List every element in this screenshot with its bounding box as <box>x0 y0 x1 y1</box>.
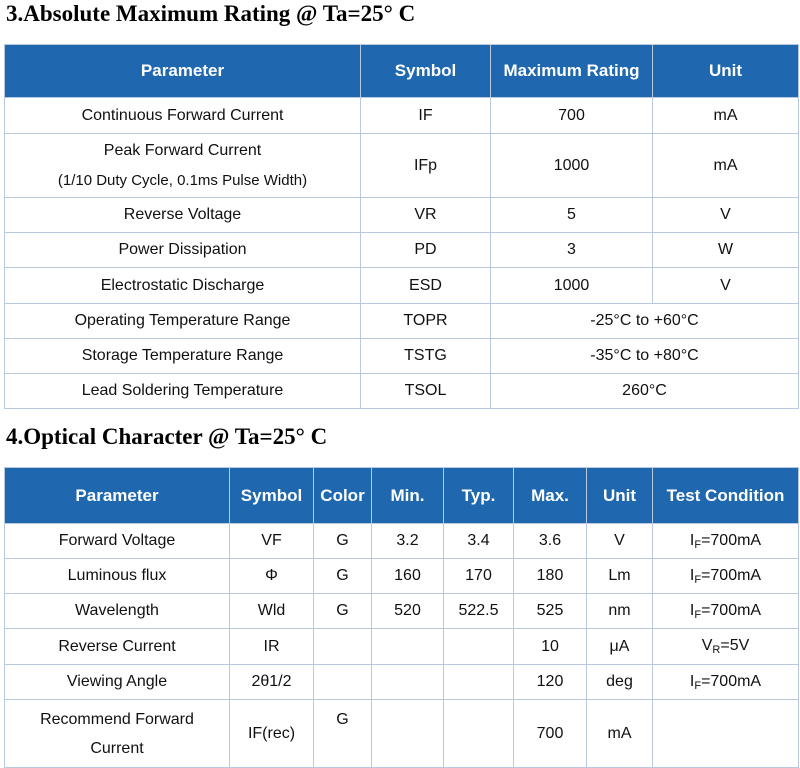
symbol-cell: TSTG <box>361 339 491 374</box>
min-cell <box>372 665 444 700</box>
header-parameter: Parameter <box>5 45 361 98</box>
parameter-line-1: Recommend Forward <box>40 710 194 728</box>
min-cell: 520 <box>372 594 444 629</box>
max-cell: 180 <box>514 559 587 594</box>
symbol-cell: VR <box>361 198 491 233</box>
parameter-text: Peak Forward Current <box>103 141 262 159</box>
parameter-cell: Reverse Current <box>5 629 230 665</box>
test-condition-cell <box>653 665 799 700</box>
table-row <box>5 304 799 339</box>
test-condition-cell <box>653 524 799 559</box>
unit-cell: V <box>653 268 799 304</box>
test-condition-cell <box>653 594 799 629</box>
unit-cell: deg <box>587 665 653 700</box>
test-condition-cell <box>653 629 799 665</box>
table-row <box>5 629 799 665</box>
parameter-cell: Wavelength <box>5 594 230 629</box>
table-header-row <box>5 468 799 524</box>
color-cell <box>314 665 372 700</box>
header-unit: Unit <box>587 468 653 524</box>
typ-cell: 3.4 <box>444 524 514 559</box>
header-symbol: Symbol <box>361 45 491 98</box>
rating-cell: -25°C to +60°C <box>491 304 799 339</box>
table-row <box>5 233 799 268</box>
parameter-cell: Power Dissipation <box>5 233 361 268</box>
header-maximum-rating: Maximum Rating <box>491 45 653 98</box>
condition-value: =5V <box>720 637 750 654</box>
header-unit: Unit <box>653 45 799 98</box>
typ-cell: 522.5 <box>444 594 514 629</box>
condition-value: =700mA <box>701 566 762 584</box>
test-condition-cell <box>653 700 799 768</box>
section-4-title: 4.Optical Character @ Ta=25° C <box>6 424 328 449</box>
condition-symbol: I <box>689 531 695 549</box>
symbol-cell: TOPR <box>361 304 491 339</box>
rating-cell: 260°C <box>491 374 799 409</box>
parameter-cell <box>5 134 361 198</box>
parameter-cell: Storage Temperature Range <box>5 339 361 374</box>
header-symbol: Symbol <box>230 468 314 524</box>
color-cell: G <box>314 559 372 594</box>
color-cell: G <box>314 594 372 629</box>
min-cell <box>372 629 444 665</box>
header-max: Max. <box>514 468 587 524</box>
rating-cell: -35°C to +80°C <box>491 339 799 374</box>
rating-cell: 700 <box>491 98 653 134</box>
unit-cell: mA <box>587 700 653 768</box>
symbol-cell: TSOL <box>361 374 491 409</box>
symbol-cell: Φ <box>230 559 314 594</box>
typ-cell <box>444 700 514 768</box>
parameter-cell: Lead Soldering Temperature <box>5 374 361 409</box>
parameter-cell: Operating Temperature Range <box>5 304 361 339</box>
parameter-cell <box>5 700 230 768</box>
condition-value: =700mA <box>701 531 762 549</box>
symbol-cell: 2θ1/2 <box>230 665 314 700</box>
unit-cell: V <box>587 524 653 559</box>
table-row <box>5 524 799 559</box>
parameter-cell: Luminous flux <box>5 559 230 594</box>
unit-cell: nm <box>587 594 653 629</box>
condition-symbol: I <box>689 672 695 690</box>
header-min: Min. <box>372 468 444 524</box>
parameter-line-2: Current <box>90 739 144 757</box>
section-3-title: 3.Absolute Maximum Rating @ Ta=25° C <box>6 1 416 26</box>
color-cell <box>314 629 372 665</box>
table-row <box>5 374 799 409</box>
table-row <box>5 198 799 233</box>
parameter-cell: Electrostatic Discharge <box>5 268 361 304</box>
color-cell: G <box>314 700 372 768</box>
condition-subscript: F <box>694 608 702 621</box>
condition-subscript: F <box>694 538 702 551</box>
condition-subscript: R <box>712 644 721 656</box>
header-test-condition: Test Condition <box>653 468 799 524</box>
table-header-row <box>5 45 799 98</box>
condition-symbol: I <box>689 601 695 619</box>
symbol-cell: Wld <box>230 594 314 629</box>
absolute-maximum-rating-table <box>4 44 799 409</box>
symbol-cell: IF(rec) <box>230 700 314 768</box>
condition-subscript: F <box>694 573 702 586</box>
optical-character-table <box>4 467 799 768</box>
parameter-cell: Forward Voltage <box>5 524 230 559</box>
symbol-cell: IR <box>230 629 314 665</box>
rating-cell: 3 <box>491 233 653 268</box>
condition-value: =700mA <box>701 672 762 690</box>
symbol-cell: IFp <box>361 134 491 198</box>
typ-cell: 170 <box>444 559 514 594</box>
unit-cell: W <box>653 233 799 268</box>
condition-symbol: V <box>701 637 713 654</box>
header-color: Color <box>314 468 372 524</box>
unit-cell: V <box>653 198 799 233</box>
symbol-cell: ESD <box>361 268 491 304</box>
min-cell: 3.2 <box>372 524 444 559</box>
condition-symbol: I <box>689 566 695 584</box>
max-cell: 3.6 <box>514 524 587 559</box>
rating-cell: 5 <box>491 198 653 233</box>
table-row <box>5 700 799 768</box>
unit-cell: μA <box>587 629 653 665</box>
unit-cell: Lm <box>587 559 653 594</box>
parameter-cell: Viewing Angle <box>5 665 230 700</box>
condition-subscript: F <box>694 679 702 692</box>
parameter-cell: Continuous Forward Current <box>5 98 361 134</box>
max-cell: 120 <box>514 665 587 700</box>
max-cell: 10 <box>514 629 587 665</box>
typ-cell <box>444 629 514 665</box>
rating-cell: 1000 <box>491 134 653 198</box>
parameter-cell: Reverse Voltage <box>5 198 361 233</box>
table-row <box>5 268 799 304</box>
test-condition-cell <box>653 559 799 594</box>
header-parameter: Parameter <box>5 468 230 524</box>
table-row <box>5 339 799 374</box>
min-cell <box>372 700 444 768</box>
unit-cell: mA <box>653 98 799 134</box>
table-row <box>5 134 799 198</box>
condition-value: =700mA <box>701 601 762 619</box>
header-typ: Typ. <box>444 468 514 524</box>
unit-cell: mA <box>653 134 799 198</box>
symbol-cell: VF <box>230 524 314 559</box>
color-cell: G <box>314 524 372 559</box>
parameter-note: (1/10 Duty Cycle, 0.1ms Pulse Width) <box>57 171 308 189</box>
max-cell: 700 <box>514 700 587 768</box>
table-row <box>5 594 799 629</box>
table-row <box>5 98 799 134</box>
table-row <box>5 665 799 700</box>
min-cell: 160 <box>372 559 444 594</box>
rating-cell: 1000 <box>491 268 653 304</box>
typ-cell <box>444 665 514 700</box>
max-cell: 525 <box>514 594 587 629</box>
symbol-cell: IF <box>361 98 491 134</box>
table-row <box>5 559 799 594</box>
symbol-cell: PD <box>361 233 491 268</box>
